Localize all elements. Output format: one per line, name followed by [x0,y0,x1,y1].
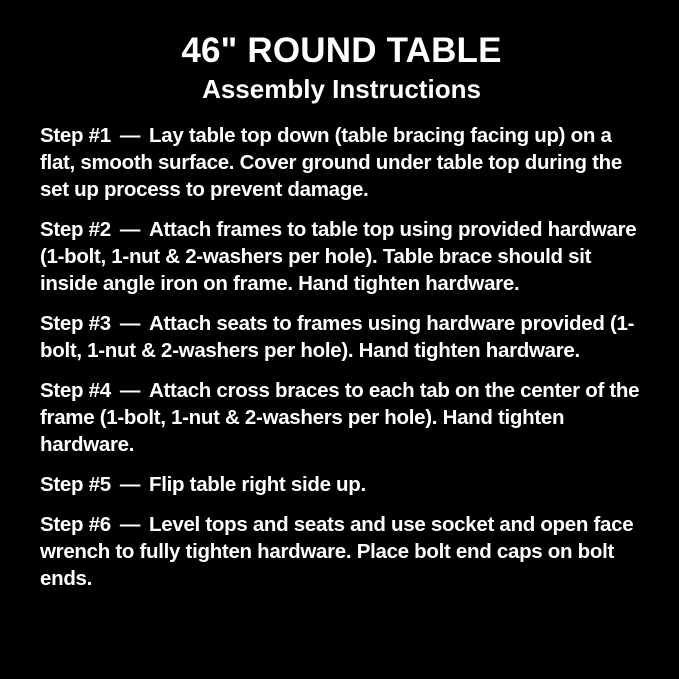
step-4-label: Step #4 [40,379,111,402]
step-1-dash: — [119,124,141,147]
step-3-label: Step #3 [40,312,111,335]
step-4 [40,377,643,458]
step-5-label: Step #5 [40,473,111,496]
step-2-label: Step #2 [40,218,111,241]
step-2 [40,216,643,297]
step-2-dash: — [119,218,141,241]
step-2-text: Attach frames to table top using provided hardware (1-bolt, 1-nut & 2-washers per hole). Table brace should sit inside angle iron on frame. Hand tighten hardware. [40,218,637,295]
step-6-text: Level tops and seats and use socket and open face wrench to fully tighten hardware. Place bolt end caps on bolt ends. [40,513,634,590]
page-title: 46" ROUND TABLE [181,31,502,70]
step-5 [40,471,643,498]
step-6-label: Step #6 [40,513,111,536]
step-5-dash: — [119,473,141,496]
steps-list [40,122,643,592]
step-3-text: Attach seats to frames using hardware provided (1-bolt, 1-nut & 2-washers per hole). Hand tighten hardware. [40,312,635,362]
step-4-dash: — [119,379,141,402]
step-1-label: Step #1 [40,124,111,147]
step-5-text: Flip table right side up. [149,473,366,496]
step-3-dash: — [119,312,141,335]
page-subtitle: Assembly Instructions [202,74,481,104]
step-1-text: Lay table top down (table bracing facing up) on a flat, smooth surface. Cover ground under table top during the set up process to prevent damage. [40,124,622,201]
step-3 [40,310,643,364]
step-6-dash: — [119,513,141,536]
step-6 [40,511,643,592]
step-4-text: Attach cross braces to each tab on the center of the frame (1-bolt, 1-nut & 2-washers per hole). Hand tighten hardware. [40,379,640,456]
step-1 [40,122,643,203]
